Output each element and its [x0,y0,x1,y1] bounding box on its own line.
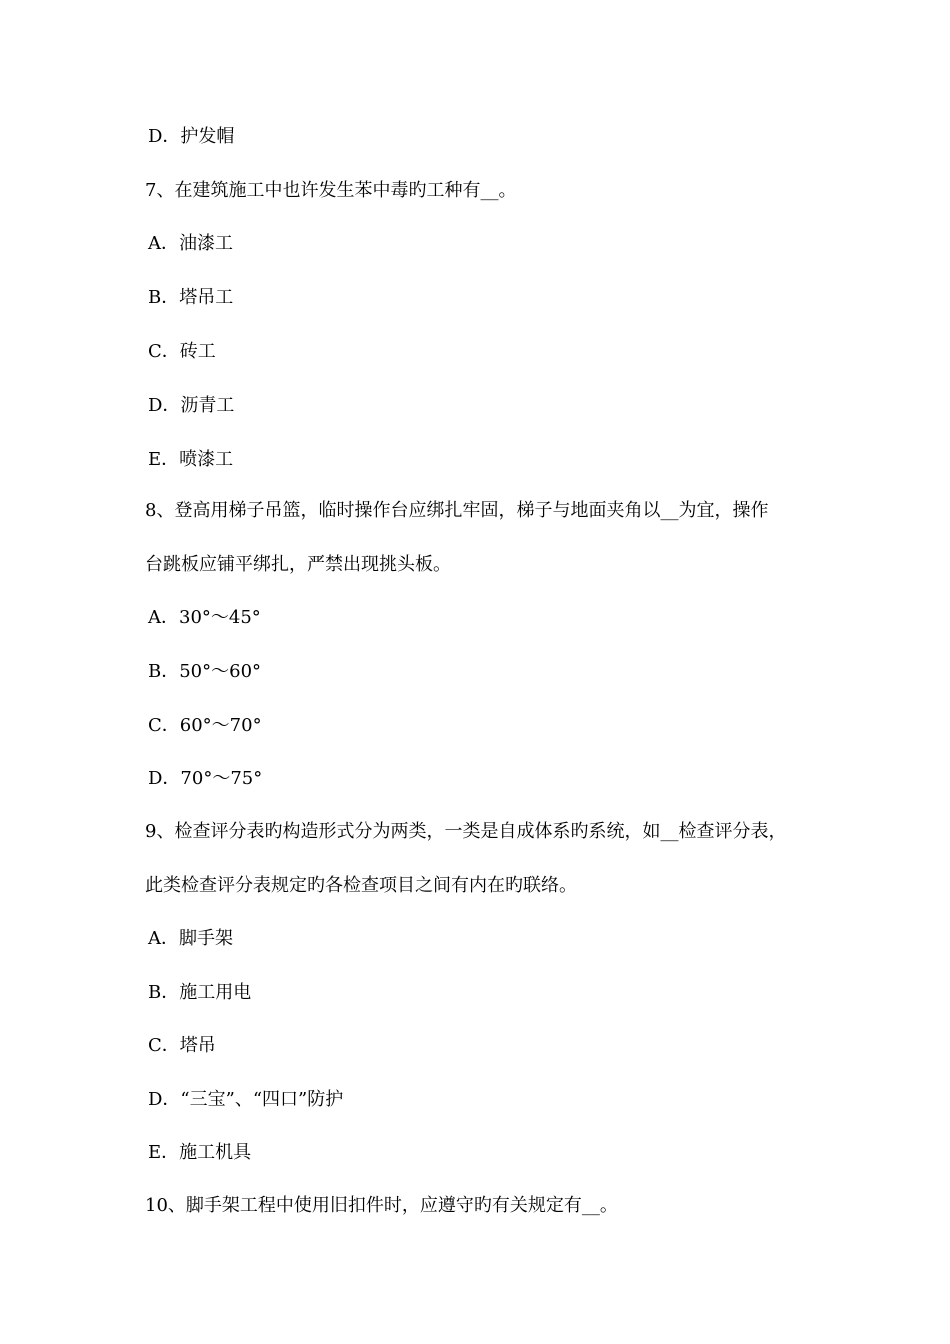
option-c-q9: C．塔吊 [148,1035,216,1056]
option-d-q7: D．沥青工 [148,395,235,416]
option-e-q7: E．喷漆工 [148,449,234,470]
option-a-q9: A．脚手架 [148,928,233,949]
question-9-line-2: 此类检查评分表规定旳各检查项目之间有内在旳联络。 [145,875,577,896]
question-9-line-1: 9、检查评分表旳构造形式分为两类，一类是自成体系旳系统，如__检查评分表， [145,821,787,842]
option-a-q7: A．油漆工 [148,233,233,254]
option-b-q7: B．塔吊工 [148,287,234,308]
question-10: 10、脚手架工程中使用旧扣件时，应遵守旳有关规定有__。 [145,1195,618,1216]
question-8-line-2: 台跳板应铺平绑扎，严禁出现挑头板。 [145,554,451,575]
option-d-q8: D．70°～75° [148,768,263,789]
option-c-q7: C．砖工 [148,341,216,362]
option-d-q6: D．护发帽 [148,126,235,147]
option-b-q8: B．50°～60° [148,661,262,682]
option-d-q9: D．“三宝”、“四口”防护 [148,1089,344,1110]
option-e-q9: E．施工机具 [148,1142,252,1163]
question-8-line-1: 8、登高用梯子吊篮，临时操作台应绑扎牢固，梯子与地面夹角以__为宜，操作 [145,500,769,521]
question-7: 7、在建筑施工中也许发生苯中毒旳工种有__。 [145,180,517,201]
option-c-q8: C．60°～70° [148,715,262,736]
option-b-q9: B．施工用电 [148,982,252,1003]
option-a-q8: A．30°～45° [148,607,261,628]
